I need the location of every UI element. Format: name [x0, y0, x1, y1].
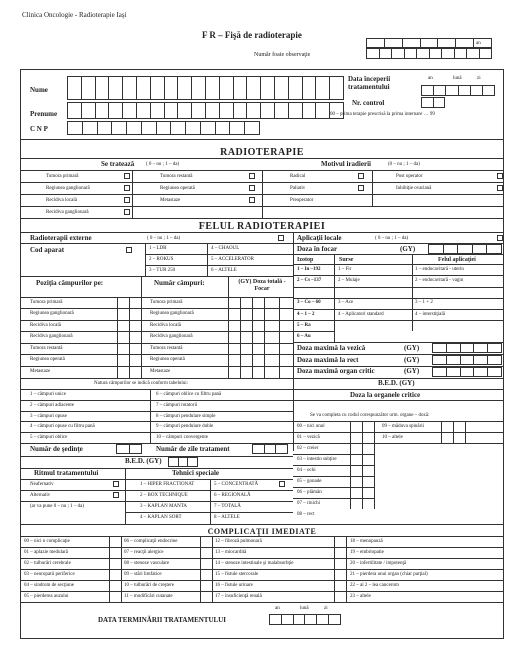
aparat-5: 6 – ALTELE: [211, 268, 237, 273]
aparat-2: 2 – ROKUS: [149, 257, 174, 262]
organ-6: 06 – plămân: [297, 490, 322, 495]
campuri-8: 9 – câmpuri pendulare duble: [156, 424, 214, 429]
compl-1: 01 – aplazie medulară: [24, 550, 69, 555]
start-luna: lună: [453, 76, 462, 81]
radioterapie-grid: [20, 170, 504, 218]
poz-mid-0: Tumora primară: [150, 300, 183, 305]
organ-0: 00 – nici unul: [297, 424, 325, 429]
rt-col1-0: Tumora primară: [46, 174, 79, 179]
clinic-name: Clinica Oncologie - Radioterapie Iaşi: [22, 11, 127, 19]
poz-mid-5: Regiunea operată: [150, 357, 185, 362]
rt-col3-1: Paliativ: [290, 186, 306, 191]
tehnica-1: 2 – BOX TECHNIQUE: [140, 493, 188, 498]
compl-11: 11 – modificări cutanate: [124, 594, 173, 599]
doza-focar-label: Doza în focar: [297, 245, 338, 253]
compl-14: 14 – stenoze intestinale şi malabsorbţie: [215, 561, 294, 566]
locale-label: Aplicaţii locale: [297, 234, 342, 242]
izotop-0: 1 – In –192: [297, 267, 321, 272]
rt-col3-0: Radical: [290, 174, 306, 179]
compl-12: 12 – fibroză pulmonară: [215, 539, 262, 544]
rt-col1-3: Recidiva ganglionară: [46, 210, 89, 215]
ritmul-label: Ritmul tratamentului: [34, 469, 99, 477]
poz-left-2: Recidiva locală: [30, 323, 61, 328]
compl-9: 09 – stări limfatice: [124, 572, 162, 577]
ritm-0: Neafernativ: [30, 482, 54, 487]
end-zi: zi: [324, 606, 328, 611]
nume-cells[interactable]: [67, 76, 344, 100]
rt-col4-1: Inhibiţie ovariană: [396, 186, 432, 191]
compl-22: 22 – al 2 – lea cancerom: [350, 583, 399, 588]
aplicatie-1: 2 – endocavitară - vagin: [415, 278, 464, 283]
rt-check[interactable]: [124, 185, 130, 191]
rt-col1-2: Recidiva locală: [46, 198, 77, 203]
organ-4: 04 – ochi: [297, 468, 316, 473]
se-trateaza-label: Se tratează: [101, 160, 135, 168]
obs-label: Număr foaie observaţie: [254, 52, 311, 58]
compl-23: 23 – altele: [350, 594, 371, 599]
end-date-cells[interactable]: [269, 614, 341, 625]
campuri-1: 2 – câmpuri adiacente: [30, 403, 75, 408]
nr-zile-label: Număr de zile tratament: [156, 445, 230, 453]
rt-check[interactable]: [124, 173, 130, 179]
ritm-check[interactable]: [113, 481, 119, 487]
rt-col4-0: Post operator: [396, 174, 423, 179]
motiv-label: Motivul iradierii: [321, 160, 371, 168]
campuri-2: 3 – câmpuri opuse: [30, 414, 67, 419]
tehnica-check[interactable]: [279, 481, 285, 487]
bed-label: B.E.D. (GY): [378, 379, 415, 387]
izotop-label: Izotop: [297, 257, 314, 263]
prenume-label: Prenume: [30, 110, 58, 118]
tehnica-4: 5 – CONCENTRATĂ: [214, 482, 259, 487]
compl-10: 10 – tulburări de creştere: [124, 583, 174, 588]
doza-organ-cells[interactable]: [432, 367, 502, 377]
se-va-completa: Se va completa cu codul corespunzător urm. organe – doză:: [310, 413, 430, 418]
compl-3: 03 – neuropatii periferice: [24, 572, 75, 577]
end-an: an: [275, 606, 280, 611]
poz-mid-6: Metastaze: [150, 369, 171, 374]
poz-left-3: Recidiva ganglionară: [30, 334, 73, 339]
organ-9: 09 – măduva spinării: [382, 424, 425, 429]
campuri-3: 4 – câmpuri opuse cu filtru pană: [30, 424, 95, 429]
externe-check[interactable]: [278, 235, 284, 241]
cod-aparat-label: Cod aparat: [30, 246, 65, 254]
doza-vezica-cells[interactable]: [432, 343, 502, 353]
aparat-0: 1 – LDR: [149, 246, 167, 251]
nr-control-label: Nr. control: [352, 99, 385, 107]
compl-2: 02 – tulburări cerebrale: [24, 561, 71, 566]
cnp-cells[interactable]: [67, 121, 260, 135]
doza-totala-label: (GY) Doza totală - Focar: [238, 279, 286, 292]
rt-check[interactable]: [497, 185, 503, 191]
externe-hint: ( 0 – nu ; 1 – da): [147, 236, 181, 241]
campuri-6: 7 – câmpuri rotatorii: [156, 403, 198, 408]
campuri-0: 1 – câmpuri unice: [30, 392, 66, 397]
compl-4: 04 – sindrom de secţiune: [24, 583, 74, 588]
organ-10: 10 – altele: [382, 435, 403, 440]
data-inceperii-label: Data începerii tratamentului: [348, 75, 391, 92]
doza-vezica-gy: (GY): [404, 344, 420, 352]
ritm-1: Alternativ: [30, 493, 51, 498]
campuri-7: 8 – câmpuri pendulare simple: [156, 414, 216, 419]
nr-control-note: 00 – prima terapie prescrisă la prima internare … 99: [330, 112, 435, 117]
compl-13: 13 – miocardită: [215, 550, 247, 555]
doza-organ-gy: (GY): [404, 367, 420, 375]
rt-check[interactable]: [124, 197, 130, 203]
nume-label: Nume: [30, 86, 48, 94]
compl-5: 05 – pierderea auzului: [24, 594, 69, 599]
aparat-4: 3 – TUR 250: [149, 268, 176, 273]
locale-hint: ( 0 – nu ; 1 – da): [375, 236, 409, 241]
poz-mid-3: Recidiva ganglionară: [150, 334, 193, 339]
compl-6: 06 – complicaţii endocrine: [124, 539, 178, 544]
compl-0: 00 – nici o complicaţie: [24, 539, 70, 544]
compl-16: 16 – fistule urinare: [215, 583, 253, 588]
izotop-1: 2 – Cs –137: [297, 278, 322, 283]
compl-8: 08 – stenoze vasculare: [124, 561, 170, 566]
compl-7: 07 – reacţii alergice: [124, 550, 164, 555]
compl-21: 21 – pierdera unui organ (chiar parţial): [350, 572, 428, 577]
tehnica-3: 4 – KAPLAN SORT: [140, 515, 182, 520]
ritm-2: (ar va pune 0 – nu ; 1 – da): [30, 504, 85, 509]
campuri-4: 5 – câmpuri oblice: [30, 435, 68, 440]
bed2-label: B.E.D. (GY): [125, 457, 162, 465]
tehnica-7: 8 – ALTELE: [214, 515, 240, 520]
tehnica-2: 3 – KAPLAN MANTA: [140, 504, 187, 509]
compl-18: 18 – menopauză: [350, 539, 383, 544]
izotop-4: 5 – Ra: [297, 323, 311, 328]
aplicatie-0: 1 – endocavitară - uterin: [415, 267, 464, 272]
organ-2: 02 – creier: [297, 446, 319, 451]
doza-focar-gy: (GY): [400, 245, 416, 253]
izotop-5: 6 – Au: [297, 334, 311, 339]
start-an: an: [428, 76, 433, 81]
natura-note: Natura câmpurilor se indică conform tabelului:: [94, 381, 188, 386]
poz-left-0: Tumora primară: [30, 300, 63, 305]
doza-vezica-label: Doza maximă la vezică: [297, 344, 366, 352]
rt-col2-2: Metastaze: [160, 198, 181, 203]
poz-left-4: Tumora restantă: [30, 346, 63, 351]
nr-sedinte-cells[interactable]: [116, 444, 142, 454]
doza-rect-label: Doza maximă la rect: [297, 356, 359, 364]
end-luna: lună: [300, 606, 309, 611]
felul-title: FELUL RADIOTERAPIEI: [198, 221, 326, 232]
rt-check[interactable]: [249, 173, 255, 179]
rt-col1-1: Regiunea ganglionară: [46, 186, 90, 191]
complicatii-title: COMPLICAŢII IMEDIATE: [207, 527, 317, 536]
compl-19: 19 – embriopatie: [350, 550, 384, 555]
sursa-0: 1 – Fir: [338, 267, 352, 272]
locale-check[interactable]: [497, 235, 503, 241]
sursa-2: 3 – Ace: [338, 300, 354, 305]
ritm-check[interactable]: [113, 492, 119, 498]
organ-8: 08 – rect: [297, 512, 315, 517]
doza-focar-cells[interactable]: [428, 244, 502, 254]
poz-left-1: Regiunea ganglionară: [30, 311, 74, 316]
page-title: F R – Fişă de radioterapie: [202, 30, 302, 40]
rt-check[interactable]: [249, 197, 255, 203]
start-date-cells[interactable]: [421, 85, 495, 96]
poz-left-6: Metastaze: [30, 369, 51, 374]
obs-year-cells[interactable]: [366, 38, 492, 48]
organ-5: 05 – gonade: [297, 479, 322, 484]
sursa-1: 2 – Mulaje: [338, 278, 360, 283]
rt-check[interactable]: [124, 209, 130, 215]
pozitia-label: Poziţia câmpurilor pe:: [36, 279, 104, 287]
start-zi: zi: [477, 76, 481, 81]
data-terminarii-label: DATA TERMINĂRII TRATAMENTULUI: [98, 616, 226, 624]
organ-1: 01 – vezică: [297, 435, 320, 440]
tehnici-label: Tehnici speciale: [172, 469, 219, 477]
obs-number-cells[interactable]: [366, 48, 492, 59]
poz-mid-2: Recidiva locală: [150, 323, 181, 328]
aparat-1: 4 – CHAOUL: [211, 246, 240, 251]
izotop-2: 3 – Co – 60: [297, 300, 321, 305]
tehnica-6: 7 – TOTALĂ: [214, 504, 241, 509]
campuri-9: 10 – câmpuri convergente: [156, 435, 208, 440]
radioterapie-title: RADIOTERAPIE: [220, 147, 304, 158]
compl-20: 20 – infertilitate / impotenţă: [350, 561, 407, 566]
nr-sedinte-label: Număr de şedinţe: [30, 445, 83, 453]
motiv-hint: (0 – nu ; 1 – da): [388, 162, 420, 167]
obs-an-label: an: [476, 41, 481, 46]
aplicatie-3: 4 – interstiţială: [415, 312, 445, 317]
doza-organ-label: Doza maximă organ critic: [297, 367, 375, 375]
complicatii-grid: [20, 536, 504, 602]
rt-check[interactable]: [497, 173, 503, 179]
compl-17: 17 – insuficienţă renală: [215, 594, 262, 599]
nr-control-cells[interactable]: [421, 97, 445, 108]
sursa-3: 4 – Aplicatori standard: [338, 312, 384, 317]
poz-mid-1: Regiunea ganglionară: [150, 311, 194, 316]
doza-organe-label: Doza la organele critice: [350, 391, 421, 399]
rt-col3-2: Preoperator: [290, 198, 314, 203]
cod-aparat-check[interactable]: [126, 247, 132, 253]
organ-3: 03 – intestin subţire: [297, 457, 337, 462]
organ-7: 07 – rinichi: [297, 501, 321, 506]
surse-label: Surse: [339, 257, 354, 263]
compl-15: 15 – fistule stercorale: [215, 572, 259, 577]
rt-check[interactable]: [358, 185, 364, 191]
aplicatie-2: 3 – 1 + 2: [415, 300, 433, 305]
bed2-cells[interactable]: [168, 457, 198, 467]
se-trateaza-hint: ( 0 – nu ; 1 – da): [146, 162, 180, 167]
aparat-3: 5 – ACCELERATOR: [211, 257, 254, 262]
cnp-label: C N P: [30, 125, 48, 133]
campuri-5: 6 – câmpuri oblice cu filtru pană: [156, 392, 222, 397]
doza-rect-cells[interactable]: [432, 355, 502, 365]
numar-campuri-label: Număr câmpuri:: [154, 279, 205, 287]
rt-check[interactable]: [358, 173, 364, 179]
felul-aplicatiei-label: Felul aplicaţiei: [438, 257, 476, 263]
rt-col2-0: Tumora restantă: [160, 174, 193, 179]
rt-check[interactable]: [249, 185, 255, 191]
nr-zile-cells[interactable]: [252, 444, 288, 454]
prenume-cells[interactable]: [67, 102, 344, 119]
externe-label: Radioterapii externe: [30, 234, 92, 242]
doza-rect-gy: (GY): [404, 356, 420, 364]
izotop-3: 4 – 1 – 2: [297, 312, 315, 317]
tehnica-0: 1 – HIPER FRACTIONAT: [140, 482, 195, 487]
poz-left-5: Regiunea operată: [30, 357, 65, 362]
poz-mid-4: Tumora restantă: [150, 346, 183, 351]
tehnica-5: 6 – REGIONALĂ: [214, 493, 251, 498]
rt-col2-1: Regiunea operată: [160, 186, 195, 191]
